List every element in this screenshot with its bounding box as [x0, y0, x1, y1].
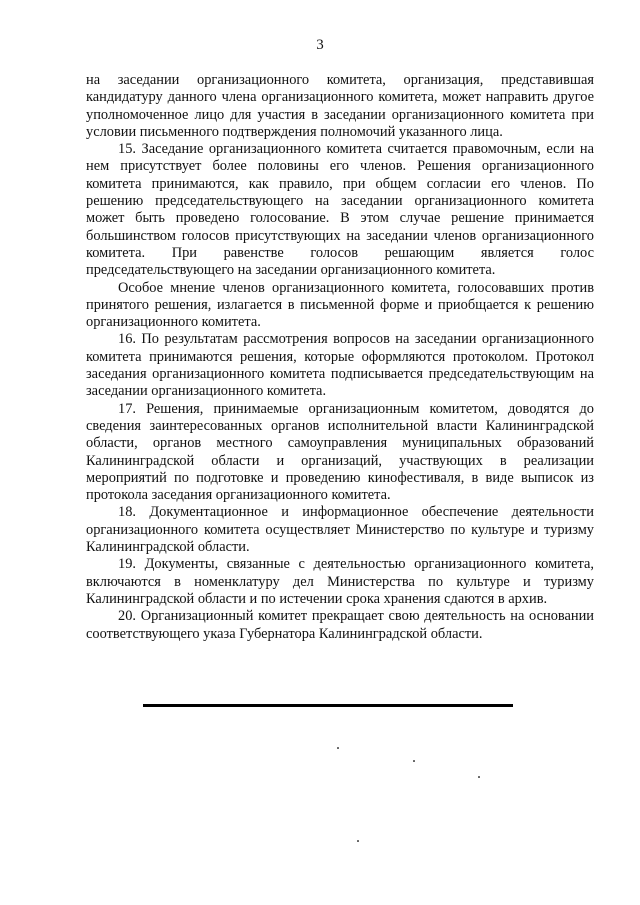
page-number: 3 — [316, 37, 324, 53]
paragraph-17: 17. Решения, принимаемые организационным комитетом, доводятся до сведения заинтересованных органов исполнительной власти Калининградской области, органов местного самоуправления муниципальных образований Калининградской области и организаций, участвующих в реализации мероприятий по подготовке и проведению кинофестиваля, в виде выписок из протокола заседания организационного комитета. — [86, 400, 594, 504]
paragraph-continuation: на заседании организационного комитета, организация, представившая кандидатуру данного члена организационного комитета, может направить другое уполномоченное лицо для участия в заседании организационного комитета при условии письменного подтверждения полномочий указанного лица. — [86, 72, 594, 140]
scan-speck — [478, 776, 480, 778]
paragraph-16: 16. По результатам рассмотрения вопросов на заседании организационного комитета принимаются решения, которые оформляются протоколом. Протокол заседания организационного комитета подписывается председательствующим на заседании организационного комитета. — [86, 331, 594, 400]
paragraph-15: 15. Заседание организационного комитета считается правомочным, если на нем присутствует более половины его членов. Решения организационного комитета принимаются, как правило, при общем согласии его членов. По решению председательствующего на заседании организационного комитета может быть проведено голосование. В этом случае решение принимается большинством голосов присутствующих на заседании членов организационного комитета. При равенстве голосов решающим является голос председательствующего на заседании организационного комитета. — [86, 141, 594, 279]
end-of-document-rule — [143, 704, 513, 707]
paragraph-dissenting-opinion: Особое мнение членов организационного комитета, голосовавших против принятого решения, излагается в письменной форме и приобщается к решению организационного комитета. — [86, 279, 594, 331]
paragraph-20: 20. Организационный комитет прекращает свою деятельность на основании соответствующего указа Губернатора Калининградской области. — [86, 608, 594, 642]
paragraph-18: 18. Документационное и информационное обеспечение деятельности организационного комитета осуществляет Министерство по культуре и туризму Калининградской области. — [86, 504, 594, 556]
scan-speck — [357, 840, 359, 842]
paragraph-19: 19. Документы, связанные с деятельностью организационного комитета, включаются в номенклатуру дел Министерства по культуре и туризму Калининградской области и по истечении срока хранения сдаются в архив. — [86, 556, 594, 607]
scan-speck — [413, 760, 415, 762]
scan-speck — [337, 747, 339, 749]
document-body — [86, 72, 594, 643]
